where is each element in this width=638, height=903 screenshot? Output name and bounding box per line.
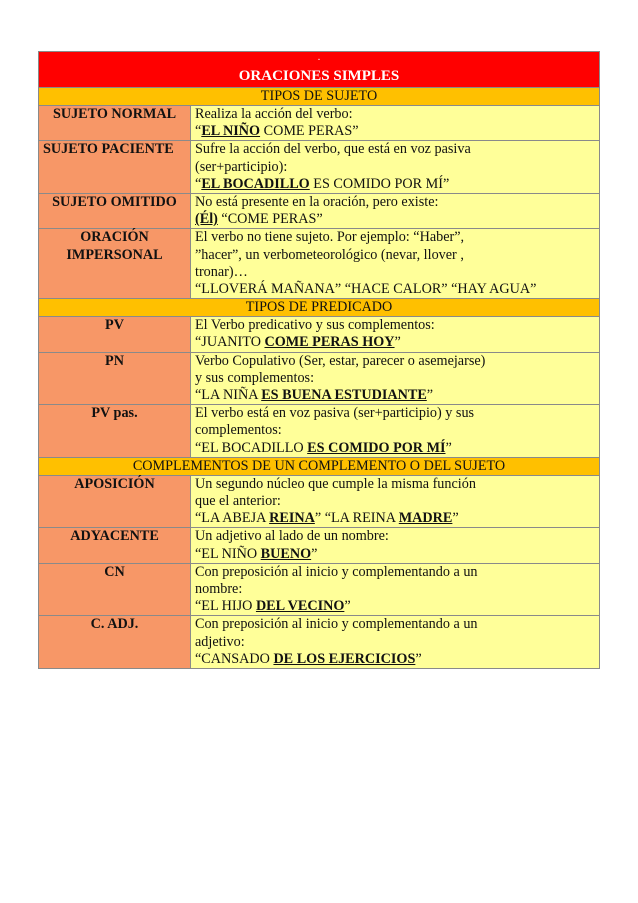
row-label: PV [39,317,191,352]
example-line [195,211,595,228]
example-text: ” [452,510,459,527]
example-text: ” [311,545,318,562]
row-description [191,528,600,563]
title-cell [39,52,600,88]
oraciones-simples-table [38,51,600,669]
description-line: adjetivo: [195,633,245,650]
description-line: complementos: [195,422,282,439]
table-row-sujeto-paciente [39,141,600,194]
example-highlight: DE LOS EJERCICIOS [273,650,416,667]
table-row-pv [39,317,600,352]
row-label: SUJETO PACIENTE [39,141,191,194]
example-line [195,123,595,140]
example-highlight: ES COMIDO POR MÍ [307,439,446,456]
example-text: “CANSADO [195,650,274,667]
description-line: Un segundo núcleo que cumple la misma función [195,475,476,492]
example-text: ” [394,334,401,351]
example-text: “EL HIJO [195,598,256,615]
row-description [191,141,600,194]
row-label: SUJETO NORMAL [39,106,191,141]
example-highlight: REINA [269,510,315,527]
table-row-aposicion [39,475,600,528]
row-description [191,229,600,299]
description-line: Con preposición al inicio y complementando a un [195,616,478,633]
page-title: ORACIONES SIMPLES [238,68,400,84]
section-row-sujeto [39,88,600,106]
description-line: que el anterior: [195,493,281,510]
row-label-line: IMPERSONAL [66,246,163,263]
row-description [191,317,600,352]
example-text: “EL BOCADILLO [195,439,308,456]
example-text: ” [415,650,422,667]
table-row-cn [39,563,600,616]
row-description [191,475,600,528]
example-text: “COME PERAS” [217,211,323,228]
row-label-line: ORACIÓN [80,229,149,246]
description-line: El verbo no tiene sujeto. Por ejemplo: “Haber”, [195,229,465,246]
example-highlight: EL NIÑO [201,123,261,140]
example-highlight: ES BUENA ESTUDIANTE [261,387,427,404]
row-description [191,405,600,458]
table-row-oracion-impersonal [39,229,600,299]
example-line: “LLOVERÁ MAÑANA” “HACE CALOR” “HAY AGUA” [195,281,537,298]
example-line [195,598,595,615]
row-label [39,229,191,299]
description-line: Realiza la acción del verbo: [195,106,353,122]
example-text: ” [445,439,452,456]
description-line: Con preposición al inicio y complementando a un [195,563,478,580]
example-text: “EL NIÑO [195,545,261,562]
row-label: ADYACENTE [39,528,191,563]
example-text: ES COMIDO POR MÍ” [309,175,450,192]
description-line: El Verbo predicativo y sus complementos: [195,317,435,334]
section-header-predicado: TIPOS DE PREDICADO [39,299,600,317]
table-row-sujeto-omitido [39,194,600,229]
example-text: ” “LA REINA [314,510,399,527]
example-line [195,510,595,527]
example-highlight: BUENO [260,545,312,562]
example-highlight: EL BOCADILLO [201,175,310,192]
row-description [191,194,600,229]
row-description [191,616,600,669]
example-text: “LA ABEJA [195,510,270,527]
example-line [195,546,595,563]
example-text: “LA NIÑA [195,387,262,404]
description-line: nombre: [195,581,243,598]
example-line [195,334,595,351]
example-text: ” [426,387,434,404]
section-row-complementos [39,457,600,475]
example-highlight: (Él) [195,211,218,228]
example-text: “ [195,123,202,140]
table-row-adyacente [39,528,600,563]
title-row [39,52,600,88]
example-text: “ [195,175,202,192]
description-line: No está presente en la oración, pero existe: [195,194,439,211]
description-line: ”hacer”, un verbometeorológico (nevar, llover , [195,246,464,263]
description-line: (ser+participio): [195,158,288,175]
example-line [195,440,595,457]
row-label: APOSICIÓN [39,475,191,528]
table-row-pv-pas [39,405,600,458]
section-header-complementos: COMPLEMENTOS DE UN COMPLEMENTO O DEL SUJETO [39,457,600,475]
example-text: “JUANITO [195,334,265,351]
example-highlight: DEL VECINO [255,598,345,615]
description-line: tronar)… [195,263,248,280]
example-text: ” [344,598,351,615]
title-dot: . [317,52,321,63]
table-row-sujeto-normal [39,106,600,141]
row-label: C. ADJ. [39,616,191,669]
description-line: Verbo Copulativo (Ser, estar, parecer o asemejarse) [195,352,486,369]
row-label: PN [39,352,191,405]
row-description [191,563,600,616]
example-line [195,387,595,404]
section-row-predicado [39,299,600,317]
description-line: Un adjetivo al lado de un nombre: [195,528,389,545]
section-header-sujeto: TIPOS DE SUJETO [39,88,600,106]
description-line: Sufre la acción del verbo, que está en voz pasiva [195,141,471,158]
example-line [195,651,595,668]
description-line: y sus complementos: [195,369,315,386]
description-line: El verbo está en voz pasiva (ser+participio) y sus [195,405,475,422]
example-line [195,176,595,193]
row-label: PV pas. [39,405,191,458]
row-description [191,106,600,141]
example-text: COME PERAS” [260,123,359,140]
row-label: CN [39,563,191,616]
table-row-c-adj [39,616,600,669]
example-highlight: MADRE [398,510,453,527]
row-label: SUJETO OMITIDO [39,194,191,229]
table-row-pn [39,352,600,405]
row-description [191,352,600,405]
example-highlight: COME PERAS HOY [264,334,395,351]
